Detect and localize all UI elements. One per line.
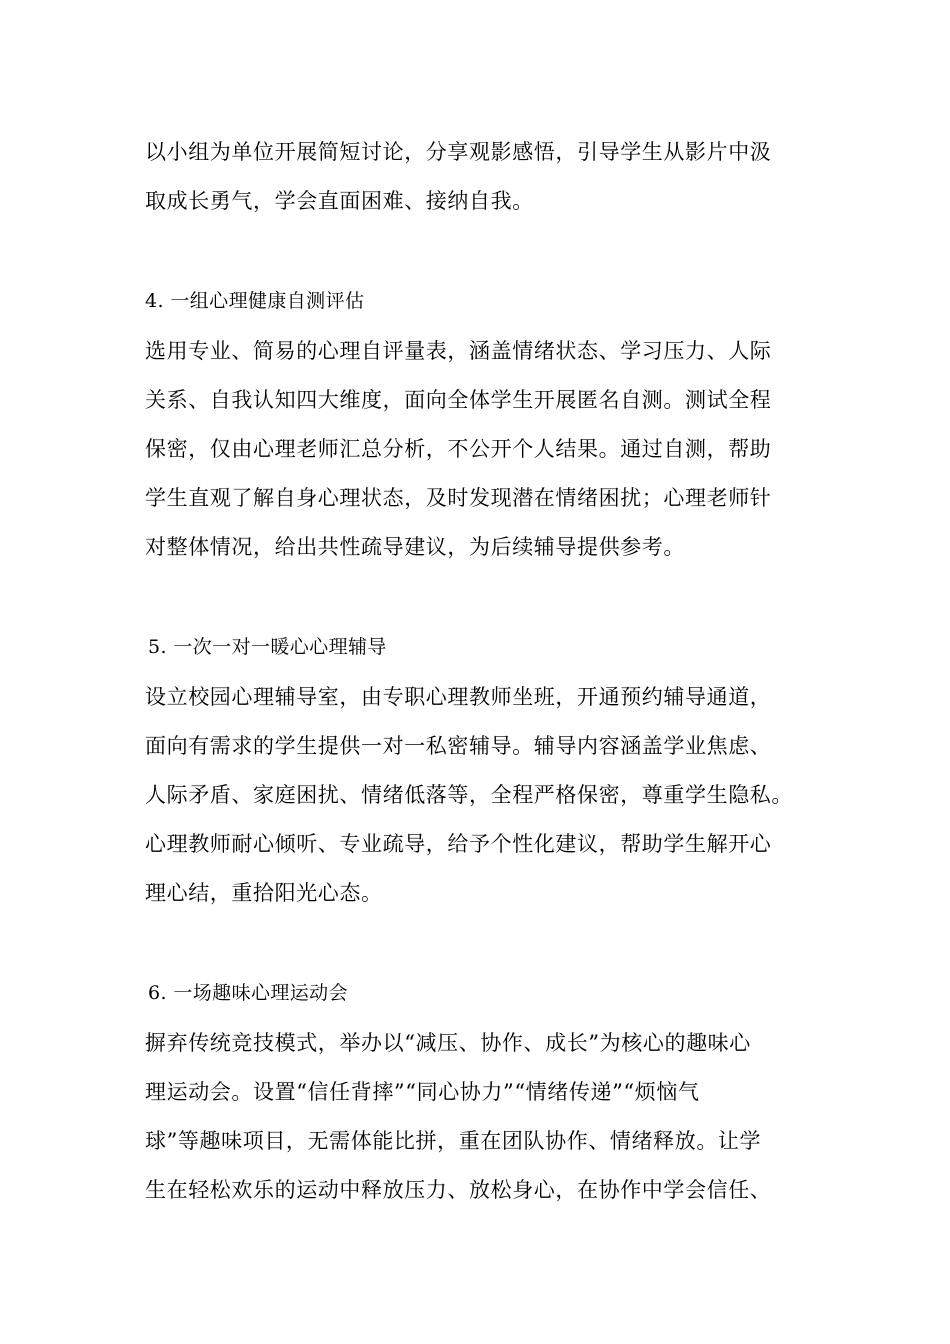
paragraph-line: 以小组为单位开展简短讨论，分享观影感悟，引导学生从影片中汲 bbox=[145, 140, 772, 164]
section-heading-4: 4. 一组心理健康自测评估 bbox=[145, 290, 365, 312]
paragraph-line: 选用专业、简易的心理自评量表，涵盖情绪状态、学习压力、人际 bbox=[145, 339, 772, 363]
paragraph-line: 生在轻松欢乐的运动中释放压力、放松身心，在协作中学会信任、 bbox=[145, 1178, 772, 1202]
paragraph-line: 关系、自我认知四大维度，面向全体学生开展匿名自测。测试全程 bbox=[145, 388, 772, 412]
paragraph-line: 心理教师耐心倾听、专业疏导，给予个性化建议，帮助学生解开心 bbox=[145, 832, 772, 856]
paragraph-line: 设立校园心理辅导室，由专职心理教师坐班，开通预约辅导通道， bbox=[145, 685, 772, 709]
paragraph-line: 人际矛盾、家庭困扰、情绪低落等，全程严格保密，尊重学生隐私。 bbox=[145, 783, 793, 807]
paragraph-line: 面向有需求的学生提供一对一私密辅导。辅导内容涵盖学业焦虑、 bbox=[145, 734, 772, 758]
section-heading-6: 6. 一场趣味心理运动会 bbox=[148, 982, 348, 1004]
paragraph-line: 理心结，重拾阳光心态。 bbox=[145, 881, 383, 905]
section-heading-5: 5. 一次一对一暖心心理辅导 bbox=[148, 636, 387, 658]
paragraph-line: 学生直观了解自身心理状态，及时发现潜在情绪困扰；心理老师针 bbox=[145, 486, 772, 510]
paragraph-line: 取成长勇气，学会直面困难、接纳自我。 bbox=[145, 189, 534, 213]
paragraph-line: 保密，仅由心理老师汇总分析，不公开个人结果。通过自测，帮助 bbox=[145, 437, 772, 461]
paragraph-line: 摒弃传统竞技模式，举办以“减压、协作、成长”为核心的趣味心 bbox=[145, 1031, 751, 1055]
paragraph-line: 球”等趣味项目，无需体能比拼，重在团队协作、情绪释放。让学 bbox=[145, 1129, 762, 1153]
paragraph-line: 理运动会。设置“信任背摔”“同心协力”“情绪传递”“烦恼气 bbox=[145, 1080, 700, 1104]
paragraph-line: 对整体情况，给出共性疏导建议，为后续辅导提供参考。 bbox=[145, 535, 685, 559]
